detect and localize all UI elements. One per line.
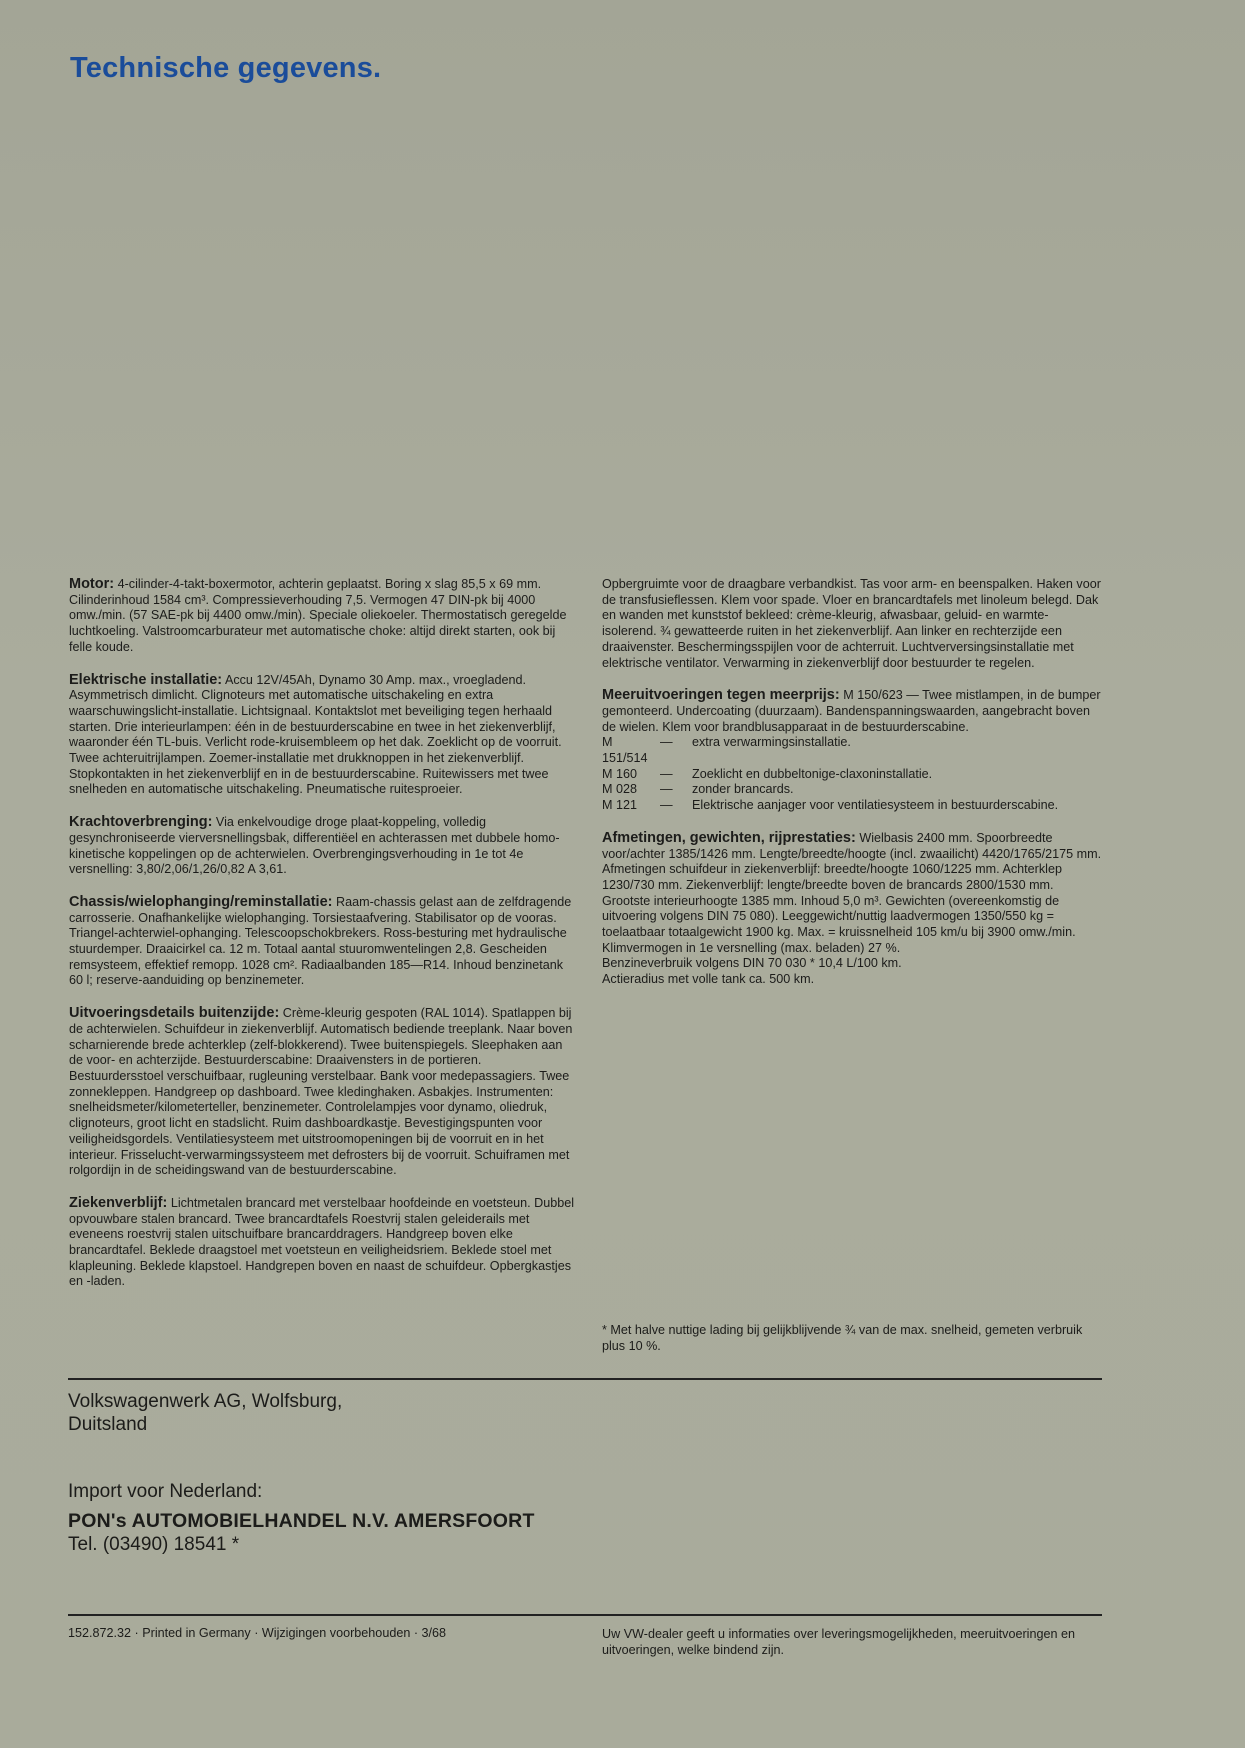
section-text: Wielbasis 2400 mm. Spoorbreedte voor/achter 1385/1426 mm. Lengte/breedte/hoogte (incl. zwaailicht) 4420/1765/2175 mm. Afmetingen schuifdeur in ziekenverblijf: breedte/hoogte 1060/1225 mm. Achterklep 1230/730 mm. Ziekenverblijf: lengte/breedte boven de brancards 2800/1530 mm. Grootste interieurhoogte 1385 mm. Inhoud 5,0 m³. Gewichten (overeenkomstig de uitvoering volgens DIN 75 080). Leeggewicht/nuttig laadvermogen 1350/550 kg = toelaatbaar totaalgewicht 1900 kg. Max. = kruissnelheid 105 km/u bij 3900 omw./min. Klimvermogen in 1e versnelling (max. beladen) 27 %. (602, 830, 1102, 955)
manufacturer-address (68, 1390, 342, 1436)
section-transmission (69, 815, 577, 878)
option-code: M 028 (602, 782, 638, 797)
option-dash: — (660, 735, 673, 750)
section-text: M 150/623 — Twee mistlampen, in de bumper gemonteerd. Undercoating (duurzaam). Bandenspanningswaarden, aangebracht boven de wielen. Klem voor brandblusapparaat in de bestuurderscabine. (602, 688, 1101, 734)
list-item (602, 798, 1102, 814)
page-title: Technische gegevens. (70, 52, 382, 84)
section-heading: Uitvoeringsdetails buitenzijde: (69, 1005, 280, 1022)
section-ambulance-compartment (69, 1196, 577, 1290)
footnote: * Met halve nuttige lading bij gelijkblijvende ¾ van de max. snelheid, gemeten verbruik plus 10 %. (602, 1323, 1083, 1353)
fuel-consumption: Benzineverbruik volgens DIN 70 030 * 10,4 L/100 km. (602, 956, 902, 971)
option-dash: — (660, 798, 673, 813)
section-text: 4-cilinder-4-takt-boxermotor, achterin geplaatst. Boring x slag 85,5 x 69 mm. Cilinderinhoud 1584 cm³. Compressieverhouding 7,5. Vermogen 47 DIN-pk bij 4000 omw./min. (57 SAE-pk bij 4400 omw./min). Speciale oliekoeler. Thermostatisch geregelde luchtkoeling. Valstroomcarburateur met automatische choke: altijd direkt starten, ook bij felle koude. (69, 577, 567, 654)
left-column (69, 577, 577, 1307)
dealer-note: Uw VW-dealer geeft u informaties over leveringsmogelijkheden, meeruitvoeringen en uitvoeringen, welke bindend zijn. (602, 1627, 1075, 1657)
section-heading: Afmetingen, gewichten, rijprestaties: (602, 829, 856, 846)
option-text: Elektrische aanjager voor ventilatiesysteem in bestuurderscabine. (692, 798, 1059, 813)
section-text: Opbergruimte voor de draagbare verbandkist. Tas voor arm- en beenspalken. Haken voor de transfusieflessen. Klem voor spade. Vloer en brancardtafels met linoleum belegd. Dak en wanden met kunststof bekleed: crème-kleurig, afwasbaar, geluid- en warmte-isolerend. ¾ gewatteerde ruiten in het ziekenverblijf. Aan linker en rechterzijde een draaivenster. Beschermingsspijlen voor de achterruit. Luchtverversingsinstallatie met elektrische ventilator. Verwarming in ziekenverblijf door bestuurder te regelen. (602, 577, 1101, 670)
list-item (602, 767, 1102, 783)
option-text: Zoeklicht en dubbeltonige-claxoninstallatie. (692, 766, 933, 781)
section-electrical (69, 673, 577, 799)
extras-list (602, 735, 1102, 814)
section-text: Raam-chassis gelast aan de zelfdragende carrosserie. Onafhankelijke wielophanging. Torsiestaafvering. Stabilisator op de vooras. Triangel-achterwiel-ophanging. Telescoopschokbrekers. Ross-besturing met hydraulische stuurdemper. Draaicirkel ca. 12 m. Totaal aantal stuuromwentelingen 2,8. Gescheiden remsysteem, effektief remopp. 1028 cm². Radiaalbanden 185—R14. Inhoud benzinetank 60 l; reserve-aanduiding op benzinemeter. (69, 894, 572, 988)
range: Actieradius met volle tank ca. 500 km. (602, 972, 815, 987)
importer-name: PON's AUTOMOBIELHANDEL N.V. AMERSFOORT (68, 1510, 535, 1532)
section-text: Via enkelvoudige droge plaat-koppeling, volledig gesynchroniseerde vierversnellingsbak, differentiëel en achterassen met dubbele homo-kinetische koppelingen op de achterwielen. Overbrengingsverhouding in 1e tot 4e versnelling: 3,80/2,06/1,26/0,82 A 3,61. (69, 815, 560, 877)
section-exterior (69, 1006, 577, 1179)
divider (68, 1378, 1102, 1380)
section-extras (602, 688, 1102, 814)
section-heading: Motor: (69, 576, 115, 592)
option-text: extra verwarmingsinstallatie. (692, 735, 851, 750)
address-line: Volkswagenwerk AG, Wolfsburg, (68, 1391, 343, 1412)
right-column (602, 577, 1102, 1005)
option-text: zonder brancards. (692, 782, 794, 797)
section-heading: Krachtoverbrenging: (69, 814, 213, 831)
section-heading: Ziekenverblijf: (69, 1194, 168, 1211)
section-chassis (69, 895, 577, 989)
section-text: Lichtmetalen brancard met verstelbaar hoofdeinde en voetsteun. Dubbel opvouwbare stalen brancard. Twee brancardtafels Roestvrij stalen geleiderails met eveneens roestvrij stalen uitschuifbare brancarddragers. Handgreep boven elke brancardtafel. Beklede draagstoel met voetsteun en veiligheidsriem. Beklede stoel met klapleuning. Beklede klapstoel. Handgrepen boven en naast de schuifdeur. Opbergkastjes en -laden. (69, 1195, 575, 1289)
option-code: M 121 (602, 798, 638, 813)
option-code: M 160 (602, 766, 638, 781)
option-dash: — (660, 782, 673, 797)
print-info: 152.872.32 · Printed in Germany · Wijzigingen voorbehouden · 3/68 (68, 1626, 447, 1640)
section-heading: Chassis/wielophanging/reminstallatie: (69, 893, 333, 910)
divider (68, 1614, 1102, 1616)
address-line: Duitsland (68, 1414, 148, 1435)
section-ambulance-continued (602, 577, 1102, 671)
import-label: Import voor Nederland: (68, 1481, 263, 1502)
option-dash: — (660, 766, 673, 781)
list-item (602, 782, 1102, 798)
section-text: Crème-kleurig gespoten (RAL 1014). Spatlappen bij de achterwielen. Schuifdeur in ziekenverblijf. Automatisch bediende treeplank. Naar boven scharnierende brede achterklep (zelf-blokkerend). Twee buitenspiegels. Sleephaken aan de voor- en achterzijde. Bestuurderscabine: Draaivensters in de portieren. Bestuurdersstoel verschuifbaar, rugleuning verstelbaar. Bank voor medepassagiers. Twee zonnekleppen. Handgreep op dashboard. Twee kledinghaken. Asbakjes. Instrumenten: snelheidsmeter/kilometerteller, benzinemeter. Controlelampjes voor dynamo, oliedruk, clignoteurs, groot licht en stadslicht. Ruim dashboardkastje. Bevestigingspunten voor veiligheidsgordels. Ventilatiesysteem met uitstroomopeningen bij de voorruit en in het interieur. Frisselucht-verwarmingssysteem met defrosters bij de voorruit. Schuiframen met rolgordijn in de scheidingswand van de bestuurderscabine. (69, 1006, 573, 1178)
section-heading: Elektrische installatie: (69, 671, 223, 688)
section-text: Accu 12V/45Ah, Dynamo 30 Amp. max., vroegladend. Asymmetrisch dimlicht. Clignoteurs met automatische uitschakeling en extra waarschuwingslicht-installatie. Lichtsignaal. Kontaktslot met beveiliging tegen herhaald starten. Drie interieurlampen: één in de bestuurderscabine en twee in het ziekenverblijf, waaronder één TL-buis. Verlicht rode-kruisembleem op het dak. Zoeklicht op de voorruit. Twee achteruitrijlampen. Zoemer-installatie met drukknoppen in het ziekenverblijf. Stopkontakten in het ziekenverblijf en in de bestuurderscabine. Ruitewissers met twee snelheden en automatische uitschakeling. Pneumatische ruitesproeier. (69, 672, 562, 797)
importer-phone: Tel. (03490) 18541 * (68, 1534, 240, 1555)
option-code: M 151/514 (602, 735, 648, 766)
section-motor (69, 577, 577, 656)
section-dimensions (602, 831, 1102, 988)
section-heading: Meeruitvoeringen tegen meerprijs: (602, 687, 840, 704)
list-item (602, 735, 1102, 766)
